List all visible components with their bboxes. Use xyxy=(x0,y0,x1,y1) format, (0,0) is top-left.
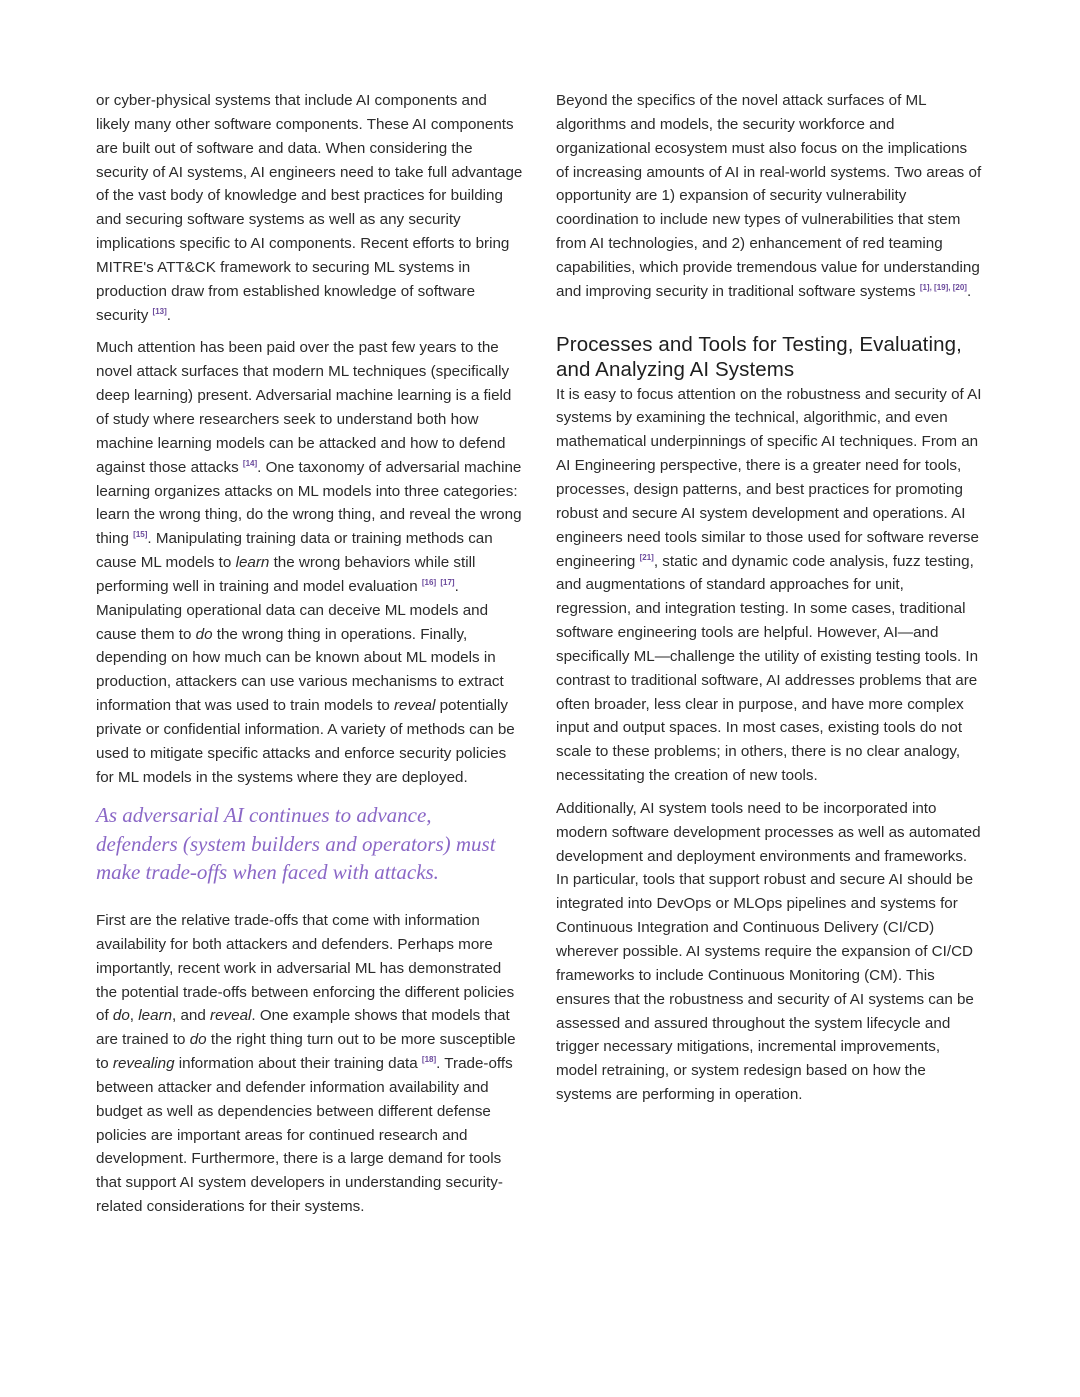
paragraph-text: , static and dynamic code analysis, fuzz testing, and augmentations of standard approaches for unit, regression, and integration testing. In some cases, traditional software engineering tools are helpful. However, AI—and specifically ML—challenge the utility of existing testing tools. In contrast to traditional software, AI addresses problems that are often broader, less clear in purpose, and have more complex input and output spaces. In most cases, existing tools do not scale to these problems; in others, there is no clear analogy, necessitating the creation of new tools. xyxy=(556,552,979,785)
paragraph-text: It is easy to focus attention on the robustness and security of AI systems by examining the technical, algorithmic, and even mathematical underpinnings of specific AI techniques. From an AI Engineering perspective, there is a greater need for tools, processes, design patterns, and best practices for promoting robust and secure AI system development and operations. AI engineers need tools similar to those used for software reverse engineering xyxy=(556,385,982,570)
paragraph-text: . xyxy=(966,282,972,300)
paragraph-text: the wrong behaviors while still performing well in training and model evaluation xyxy=(96,554,476,595)
paragraph-text: , xyxy=(129,1007,139,1025)
paragraph-text: the wrong thing in operations. Finally, depending on how much can be known about ML models in production, attackers can use various mechanisms to extract information that was used to train models to xyxy=(96,625,504,715)
paragraph-text: Additionally, AI system tools need to be incorporated into modern software development processes as well as automated development and deployment environments and frameworks. In particular, tools that support robust and secure AI should be integrated into DevOps or MLOps pipelines and systems for Continuous Integration and Continuous Delivery (CI/CD) wherever possible. AI systems require the expansion of CI/CD frameworks to include Continuous Monitoring (CM). This ensures that the robustness and security of AI systems can be assessed and assured throughout the system lifecycle and trigger necessary mitigations, incremental improvements, model retraining, or system redesign based on how the systems are performing in operation. xyxy=(556,799,981,1104)
right-column xyxy=(556,89,982,1116)
paragraph-text: , and xyxy=(172,1007,211,1025)
citation-18[interactable]: [18] xyxy=(421,1055,437,1065)
pull-quote: As adversarial AI continues to advance, defenders (system builders and operators) must make trade-offs when faced with attacks. xyxy=(96,803,496,885)
paragraph-right-2 xyxy=(556,383,982,788)
paragraph-text: Beyond the specifics of the novel attack surfaces of ML algorithms and models, the security workforce and organizational ecosystem must also focus on the implications of increasing amounts of AI in real-world systems. Two areas of opportunity are 1) expansion of security vulnerability coordination to include new types of vulnerabilities that stem from AI technologies, and 2) enhancement of red teaming capabilities, which provide tremendous value for understanding and improving security in traditional software systems xyxy=(556,92,982,300)
citation-14[interactable]: [14] xyxy=(242,458,258,468)
section-heading: Processes and Tools for Testing, Evaluating, and Analyzing AI Systems xyxy=(556,332,962,381)
citation-15[interactable]: [15] xyxy=(133,530,148,540)
paragraph-text: . One example shows that models that are trained to xyxy=(96,1007,510,1049)
emphasis-reveal: reveal xyxy=(210,1007,252,1025)
emphasis-do: do xyxy=(195,625,213,643)
citations-1-19-20[interactable]: [1], [19], [20] xyxy=(919,282,967,292)
citation-13[interactable]: [13] xyxy=(152,306,167,316)
citation-16[interactable]: [16] xyxy=(421,577,437,587)
paragraph-text: the right thing turn out to be more susceptible to xyxy=(96,1031,516,1073)
citation-17[interactable]: [17] xyxy=(440,577,455,587)
paragraph-text: . One taxonomy of adversarial machine learning organizes attacks on ML models into three categories: learn the wrong thing, do the wrong thing, and reveal the wrong thing xyxy=(96,458,522,548)
paragraph-text: information about their training data xyxy=(174,1055,422,1073)
left-column xyxy=(96,89,524,1228)
paragraph-text: First are the relative trade-offs that come with information availability for both attackers and defenders. Perhaps more importantly, recent work in adversarial ML has demonstrated the potential trade-offs between enforcing the different policies of xyxy=(96,911,515,1025)
emphasis-revealing: revealing xyxy=(112,1055,175,1073)
paragraph-right-1 xyxy=(556,89,982,304)
citation-21[interactable]: [21] xyxy=(639,552,654,562)
paragraph-left-2 xyxy=(96,336,524,789)
emphasis-learn: learn xyxy=(138,1007,173,1025)
paragraph-right-3 xyxy=(556,797,982,1107)
paragraph-text: . Trade-offs between attacker and defender information availability and budget as well as dependencies between different defense policies are important areas for continued research and development. Furthermore, there is a large demand for tools that support AI system developers in understanding security-related considerations for their systems. xyxy=(96,1055,513,1216)
paragraph-text: Much attention has been paid over the past few years to the novel attack surfaces that modern ML techniques (specifically deep learning) present. Adversarial machine learning is a field of study where researchers seek to understand both how machine learning models can be attacked and how to defend against those attacks xyxy=(96,339,512,476)
emphasis-do: do xyxy=(112,1007,130,1025)
emphasis-do: do xyxy=(189,1031,207,1049)
paragraph-text: . xyxy=(166,306,172,324)
paragraph-left-1 xyxy=(96,89,524,327)
paragraph-text: . Manipulating training data or training methods can cause ML models to xyxy=(96,530,493,572)
paragraph-text: or cyber-physical systems that include AI components and likely many other software components. These AI components are built out of software and data. When considering the security of AI systems, AI engineers need to take full advantage of the vast body of knowledge and best practices for building and securing software systems as well as any security implications specific to AI components. Recent efforts to bring MITRE's ATT&CK framework to securing ML systems in production draw from established knowledge of software security xyxy=(96,92,523,324)
paragraph-left-3 xyxy=(96,909,524,1219)
emphasis-learn: learn xyxy=(235,554,270,572)
paragraph-text: . Manipulating operational data can deceive ML models and cause them to xyxy=(96,577,489,643)
paragraph-text: potentially private or confidential information. A variety of methods can be used to mitigate specific attacks and enforce security policies for ML models in the systems where they are deployed. xyxy=(96,697,515,786)
emphasis-reveal: reveal xyxy=(394,697,436,715)
